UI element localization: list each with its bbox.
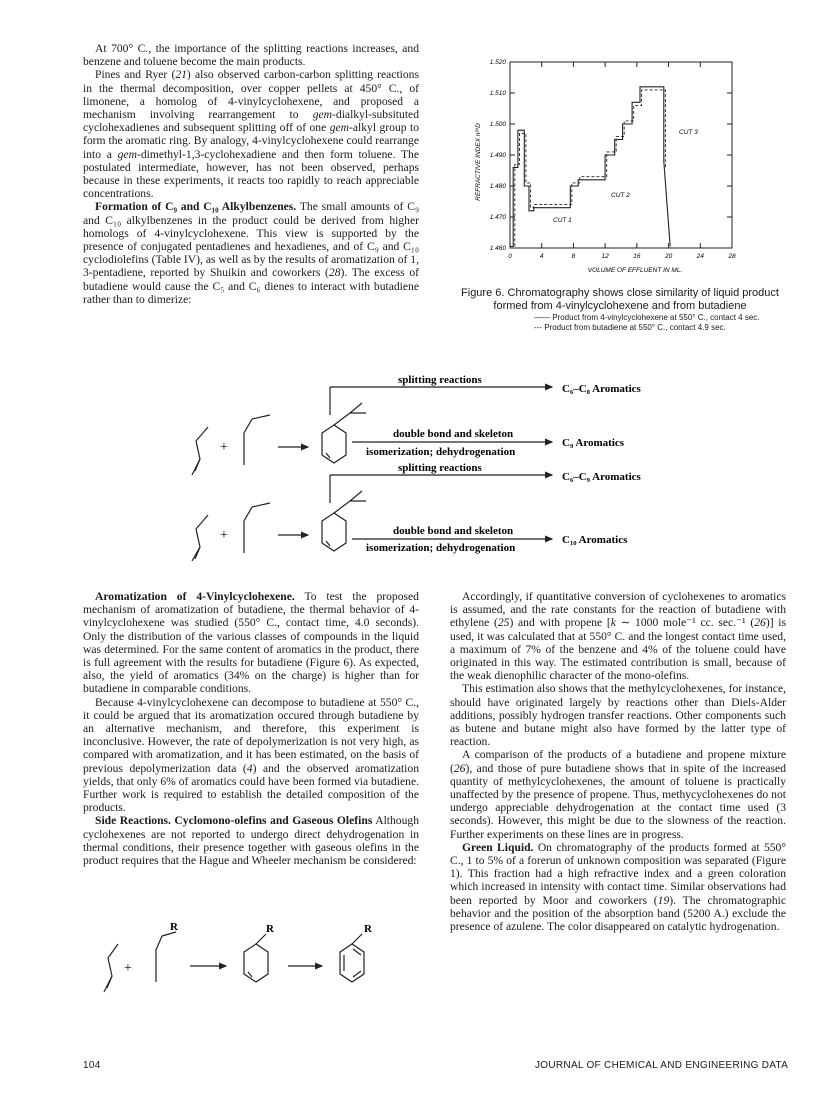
plus-sign-3: +: [124, 961, 132, 976]
vinylcyclohexene-homolog-structure: [322, 425, 346, 463]
pentadiene-structure: [244, 415, 270, 465]
hague-wheeler-scheme: [100, 920, 400, 1010]
reaction-scheme: [180, 355, 700, 565]
isomerization-label-2: isomerization; dehydrogenation: [366, 542, 516, 554]
y-tick-label: 1.520: [489, 59, 506, 66]
x-tick-label: 0: [508, 253, 512, 260]
olefin-structure: [156, 932, 176, 982]
legend-dashed: --- Product from butadiene at 550° C., contact 4.9 sec.: [534, 323, 726, 332]
x-tick-label: 24: [696, 253, 704, 260]
bottom-right-column: [450, 590, 786, 933]
top-left-column: [83, 42, 419, 306]
y-tick-label: 1.490: [489, 152, 506, 159]
c10-cyclohexene-structure: [322, 513, 346, 551]
y-tick-label: 1.500: [489, 121, 506, 128]
legend-solid: —— Product from 4-vinylcyclohexene at 550° C., contact 4 sec.: [534, 313, 760, 322]
section-heading: Formation of C₉ and C₁₀ Alkylbenzenes.: [95, 200, 297, 214]
plus-sign-2: +: [220, 528, 228, 543]
chart-frame: [510, 62, 732, 248]
paragraph-depolymerization: Because 4-vinylcyclohexene can decompose to butadiene at 550° C., it could be argued that its aromatization occured through butadiene by an alternative mechanism, and therefore, this experiment is inconclusive. However, the rate of depolymerization is not very high, as compared with aromatization, and it has been estimated, on the basis of previous depolymerization data (4) and the observed aromatization yields, that only 6% of aromatics could have been formed via butadiene. Further work is required to establish the detailed composition of the products.: [83, 695, 419, 815]
section-heading: Green Liquid.: [462, 840, 534, 854]
paragraph-estimation: This estimation also shows that the methylcyclohexenes, for instance, should have originated largely by reactions other than Diels-Alder additions, possibly hydrogen transfer reactions. Other components such as butene and butane might also have formed by the latter type of reaction.: [450, 682, 786, 749]
paragraph-700c: At 700° C., the importance of the splitting reactions increases, and benzene and toluene become the main products.: [83, 42, 419, 69]
section-heading: Aromatization of 4-Vinylcyclohexene.: [95, 590, 295, 603]
butadiene-structure-3: [104, 944, 118, 992]
paragraph-green-liquid: Green Liquid. On chromatography of the products formed at 550° C., 1 to 5% of a forerun of unknown composition was separated (Figure 1). This fraction had a high refractive index and a green coloration which increased in intensity with contact time. Similar observations had been reported by Moor and coworkers (19). The chromatographic behavior and the position of the absorption band (5200 A.) exclude the presence of azulene. The color disappeared on catalytic hydrogenation.: [450, 840, 786, 934]
c6-c8-aromatics-label: C₆–C₈ Aromatics: [562, 383, 641, 395]
c6-c9-aromatics-label: C₆–C₉ Aromatics: [562, 471, 641, 483]
splitting-reactions-label-1: splitting reactions: [398, 374, 482, 386]
journal-name: JOURNAL OF CHEMICAL AND ENGINEERING DATA: [535, 1060, 789, 1071]
double-bond-skeleton-label-2: double bond and skeleton: [393, 525, 514, 537]
y-axis-label: REFRACTIVE INDEX n²⁰D: [475, 123, 482, 201]
plus-sign-1: +: [220, 440, 228, 455]
cut-3-label: CUT 3: [679, 129, 698, 136]
caption-text: Figure 6. Chromatography shows close similarity of liquid product formed from 4-vinylcyclohexene and from butadiene: [461, 287, 779, 312]
double-bond-skeleton-label-1: double bond and skeleton: [393, 428, 514, 440]
figure-6-chart: [470, 50, 770, 275]
c9-aromatics-label: C₉ Aromatics: [562, 437, 625, 449]
x-tick-label: 20: [664, 253, 673, 260]
butadiene-structure: [192, 427, 208, 475]
r-group-label-3: R: [364, 923, 372, 935]
x-tick-label: 28: [728, 253, 736, 260]
y-tick-label: 1.470: [489, 214, 506, 221]
bottom-left-column: [83, 590, 419, 867]
r-group-label-1: R: [170, 921, 178, 933]
x-tick-label: 8: [571, 253, 576, 260]
figure-6-caption: [450, 287, 790, 333]
paragraph-rate-constants: Accordingly, if quantitative conversion of cyclohexenes to aromatics is assumed, and the rate constants for the reaction of butadiene with ethylene (25) and with propene [k ∼ 1000 mole⁻¹ cc. sec.⁻¹ (26)] is used, it was calculated that at 550° C. and the longest contact time used, a maximum of 7% of the benzene and 4% of the toluene could have originated in this way. The estimated contribution is small, because of the weak dienophilic character of the mono-olefins.: [450, 590, 787, 683]
butadiene-structure-2: [192, 515, 208, 561]
y-tick-label: 1.510: [489, 90, 506, 97]
page-number: 104: [83, 1060, 101, 1071]
r-group-label-2: R: [266, 923, 274, 935]
x-tick-label: 12: [601, 253, 609, 260]
cut-2-label: CUT 2: [611, 192, 630, 199]
paragraph-aromatization: Aromatization of 4-Vinylcyclohexene. To test the proposed mechanism of aromatization of butadiene, the thermal behavior of 4-vinylcyclohexene was studied (550° C., contact time, 4.0 seconds). Only the distribution of the various classes of compounds in the liquid was determined. For the same content of aromatics in the product, there is full agreement with the results for butadiene (Figure 6). As expected, also, the yield of aromatics (34% on the charge) is higher than for butadiene in comparable conditions.: [83, 590, 419, 696]
x-axis-label: VOLUME OF EFFLUENT IN ML.: [587, 267, 683, 274]
hexadiene-structure: [244, 503, 270, 553]
cyclohexene-structure: [244, 944, 268, 982]
y-tick-label: 1.460: [489, 245, 506, 252]
isomerization-label-1: isomerization; dehydrogenation: [366, 446, 516, 458]
x-tick-label: 4: [539, 253, 544, 260]
series-line-butadiene: [510, 90, 665, 247]
x-tick-label: 16: [633, 253, 641, 260]
y-tick-label: 1.480: [489, 183, 506, 190]
paragraph-comparison: A comparison of the products of a butadiene and propene mixture (26), and those of pure butadiene shows that in spite of the increased quantity of methylcyclohexenes, the amount of toluene is practically unaffected by the presence of propene. Thus, methycyclohexenes do not undergo appreciable dehydrogenation at the contact time used (3 seconds). However, this might be due to the slowness of the reaction. Further experiments on these lines are in progress.: [450, 748, 786, 841]
cut-1-label: CUT 1: [553, 217, 572, 224]
paragraph-pines-ryer: Pines and Ryer (21) also observed carbon-carbon splitting reactions in the thermal decomposition, over copper pellets at 450° C., of limonene, a homolog of 4-vinylcyclohexene, and proposed a mechanism involving rearrangement to gem-dialkyl-subsituted cyclohexadienes and subsequent splitting off of one gem-alkyl group to form the aromatic ring. By analogy, 4-vinylcyclohexene could rearrange into a gem-dimethyl-1,3-cyclohexadiene and then form toluene. The postulated intermediate, however, has not been observed, perhaps because in these experiments, it reacts too rapidly to reach appreciable concentrations.: [83, 68, 420, 201]
paragraph-side-reactions: Side Reactions. Cyclomono-olefins and Gaseous Olefins Although cyclohexenes are not reported to undergo direct dehydrogenation in thermal conditions, their presence together with gaseous olefins in the product requires that the Hague and Wheeler mechanism be considered:: [83, 814, 419, 868]
splitting-reactions-label-2: splitting reactions: [398, 462, 482, 474]
series-line-vinylcyclohexene: [510, 87, 670, 247]
paragraph-alkylbenzenes: Formation of C₉ and C₁₀ Alkylbenzenes. The small amounts of C₉ and C₁₀ alkylbenzenes in the product could be derived from higher homologs of 4-vinylcyclohexene. This view is supported by the presence of conjugated pentadienes and hexadienes, and of C₉ and C₁₀ cyclodiolefins (Table IV), as well as by the results of aromatization of 1, 3-pentadiene, reported by Shuikin and coworkers (28). The excess of butadiene would cause the C₅ and C₆ dienes to interact with butadiene rather than to dimerize:: [83, 200, 419, 306]
c10-aromatics-label: C₁₀ Aromatics: [562, 534, 628, 546]
section-heading: Side Reactions. Cyclomono-olefins and Gaseous Olefins: [95, 814, 373, 828]
